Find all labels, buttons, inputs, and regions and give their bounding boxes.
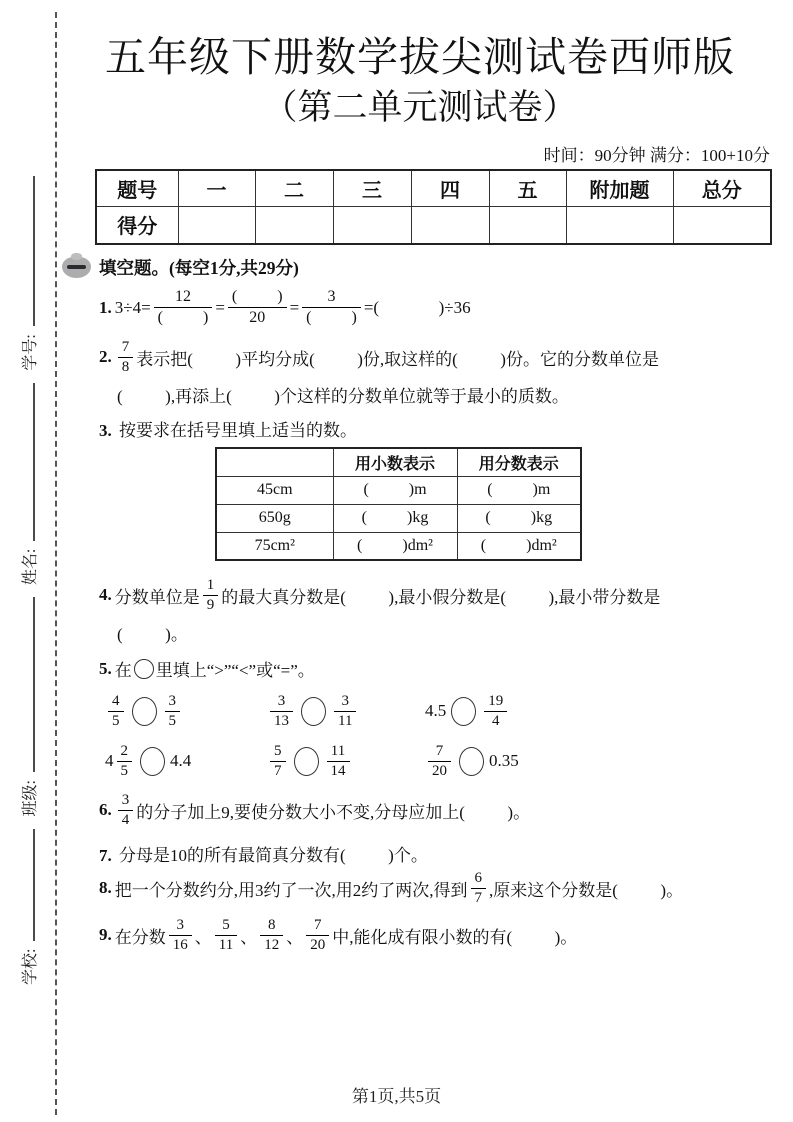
whole-number: 4 <box>105 751 114 770</box>
compare-circle-icon <box>132 697 157 726</box>
fraction: $\frac{6}{7}$ <box>471 869 487 908</box>
class-label: 班级: <box>22 780 39 817</box>
fraction: $\frac{19}{4}$ <box>484 692 507 731</box>
score-empty-cell <box>178 206 255 244</box>
fraction: $\frac{3}{11}$ <box>334 692 356 731</box>
question-number: 7. <box>99 846 112 865</box>
equals-sign: = <box>289 297 300 317</box>
compare-circle-icon <box>301 697 326 726</box>
fraction: $\frac{1}{9}$ <box>203 576 219 615</box>
question-2 <box>99 338 771 408</box>
question-number: 6. <box>99 800 112 820</box>
question-text: 分数单位是 <box>114 587 200 607</box>
section-number-bar <box>67 265 86 269</box>
question-text: 在 <box>114 661 132 680</box>
question-text: 分母是10的所有最简真分数有( )个。 <box>119 846 428 865</box>
question-text: 里填上“>”“<”或“=”。 <box>155 661 315 680</box>
name-blank-line <box>15 383 35 541</box>
question-text: 把一个分数约分,用3约了一次,用2约了两次,得到 <box>114 880 468 900</box>
compare-circle-icon <box>451 697 476 726</box>
fraction: $\frac{3}{( )}$ <box>302 287 361 328</box>
conversion-row <box>216 476 581 504</box>
fraction: $\frac{4}{5}$ <box>108 692 124 731</box>
question-text: ( )。 <box>117 624 188 644</box>
section-note: (每空1分,共29分) <box>169 258 299 278</box>
fraction: $\frac{7}{20}$ <box>428 742 451 781</box>
conversion-cell: 45cm <box>216 476 333 504</box>
question-4 <box>99 576 771 646</box>
score-header-cell: 一 <box>178 170 255 206</box>
fraction: $\frac{12}{( )}$ <box>154 287 213 328</box>
compare-item <box>425 738 519 784</box>
conversion-header-cell: 用小数表示 <box>333 448 457 476</box>
compare-item <box>267 738 353 784</box>
question-text: =( )÷36 <box>363 297 471 317</box>
question-text: 的最大真分数是( ),最小假分数是( ),最小带分数是 <box>221 587 661 607</box>
score-table <box>95 169 772 245</box>
question-text: 中,能化成有限小数的有( )。 <box>332 927 578 947</box>
fraction: $\frac{7}{8}$ <box>118 338 134 377</box>
conversion-cell: ( )dm² <box>457 532 581 560</box>
score-header-row <box>96 170 771 206</box>
fraction: $\frac{3}{4}$ <box>118 791 134 830</box>
score-header-cell: 总分 <box>673 170 771 206</box>
fraction: $\frac{3}{16}$ <box>169 916 192 955</box>
fraction: $\frac{2}{5}$ <box>117 742 133 781</box>
section-one-heading <box>62 255 299 280</box>
question-text: 3÷4= <box>114 297 151 317</box>
score-row-label: 得分 <box>96 206 178 244</box>
fraction: $\frac{5}{11}$ <box>215 916 237 955</box>
compare-item <box>267 688 359 734</box>
conversion-cell: 75cm² <box>216 532 333 560</box>
separator: 、 <box>194 927 212 947</box>
conversion-header-cell: 用分数表示 <box>457 448 581 476</box>
score-header-cell: 附加题 <box>566 170 673 206</box>
fraction: $\frac{3}{13}$ <box>270 692 293 731</box>
question-9 <box>99 916 771 955</box>
question-5 <box>99 656 771 788</box>
conversion-row <box>216 532 581 560</box>
page-number: 第1页,共5页 <box>351 1087 442 1106</box>
conversion-header-row <box>216 448 581 476</box>
question-number: 5. <box>99 658 112 678</box>
conversion-cell: ( )kg <box>333 504 457 532</box>
compare-circle-icon <box>294 747 319 776</box>
student-id-label: 学号: <box>22 334 39 371</box>
fraction: $\frac{3}{5}$ <box>165 692 181 731</box>
question-text: 表示把( )平均分成( )份,取这样的( )份。它的分数单位是 <box>136 349 659 369</box>
score-empty-cell <box>566 206 673 244</box>
score-value-row <box>96 206 771 244</box>
conversion-table <box>215 447 582 561</box>
question-number: 8. <box>99 878 112 898</box>
separator: 、 <box>240 927 258 947</box>
compare-item <box>425 688 510 734</box>
score-header-cell: 五 <box>489 170 566 206</box>
fraction: $\frac{11}{14}$ <box>327 742 350 781</box>
decimal-value: 4.5 <box>425 701 447 720</box>
compare-row <box>99 738 771 784</box>
question-7 <box>99 845 771 868</box>
question-text: ( ),再添上( )个这样的分数单位就等于最小的质数。 <box>117 386 569 406</box>
fraction: $\frac{8}{12}$ <box>260 916 283 955</box>
question-6 <box>99 791 771 830</box>
score-empty-cell <box>411 206 489 244</box>
compare-item <box>105 688 183 734</box>
question-text: 的分子加上9,要使分数大小不变,分母应加上( )。 <box>136 802 531 822</box>
score-header-cell: 四 <box>411 170 489 206</box>
fraction: $\frac{( )}{20}$ <box>228 287 287 328</box>
school-blank-line <box>15 829 35 941</box>
question-3 <box>99 420 771 443</box>
conversion-cell: ( )m <box>333 476 457 504</box>
question-number: 3. <box>99 421 112 440</box>
question-text: ,原来这个分数是( )。 <box>489 880 684 900</box>
section-title: 填空题。 <box>99 258 169 278</box>
name-label: 姓名: <box>22 548 39 586</box>
conversion-cell: ( )kg <box>457 504 581 532</box>
score-empty-cell <box>333 206 411 244</box>
compare-circle-icon <box>140 747 165 776</box>
score-header-cell: 三 <box>333 170 411 206</box>
question-text: 在分数 <box>114 927 166 947</box>
conversion-row <box>216 504 581 532</box>
conversion-cell: 650g <box>216 504 333 532</box>
student-info-margin <box>13 85 49 985</box>
score-header-cell: 题号 <box>96 170 178 206</box>
question-number: 4. <box>99 585 112 605</box>
question-number: 2. <box>99 347 112 367</box>
question-text: 按要求在括号里填上适当的数。 <box>119 421 357 440</box>
conversion-cell: ( )dm² <box>333 532 457 560</box>
dashed-cut-line <box>55 12 57 1115</box>
score-empty-cell <box>673 206 771 244</box>
conversion-header-cell <box>216 448 333 476</box>
compare-circle-icon <box>134 659 154 679</box>
paper-title: 五年级下册数学拔尖测试卷西师版 <box>105 34 735 80</box>
decimal-value: 0.35 <box>489 751 519 770</box>
school-label: 学校: <box>22 948 39 985</box>
question-1 <box>99 287 771 328</box>
compare-row <box>99 688 771 734</box>
question-number: 1. <box>99 297 112 317</box>
time-score-meta: 时间：90分钟 满分：100+10分 <box>543 146 770 165</box>
separator: 、 <box>286 927 304 947</box>
decimal-value: 4.4 <box>170 751 192 770</box>
money-bag-icon <box>62 257 91 278</box>
fraction: $\frac{7}{20}$ <box>306 916 329 955</box>
score-empty-cell <box>255 206 333 244</box>
equals-sign: = <box>215 297 225 317</box>
question-8 <box>99 869 771 908</box>
question-number: 9. <box>99 925 112 945</box>
score-empty-cell <box>489 206 566 244</box>
compare-item <box>105 738 191 784</box>
conversion-cell: ( )m <box>457 476 581 504</box>
fraction: $\frac{5}{7}$ <box>270 742 286 781</box>
class-blank-line <box>15 597 35 772</box>
compare-circle-icon <box>459 747 484 776</box>
score-header-cell: 二 <box>255 170 333 206</box>
student-id-blank-line <box>15 176 35 326</box>
paper-subtitle: （第二单元测试卷） <box>262 88 578 127</box>
